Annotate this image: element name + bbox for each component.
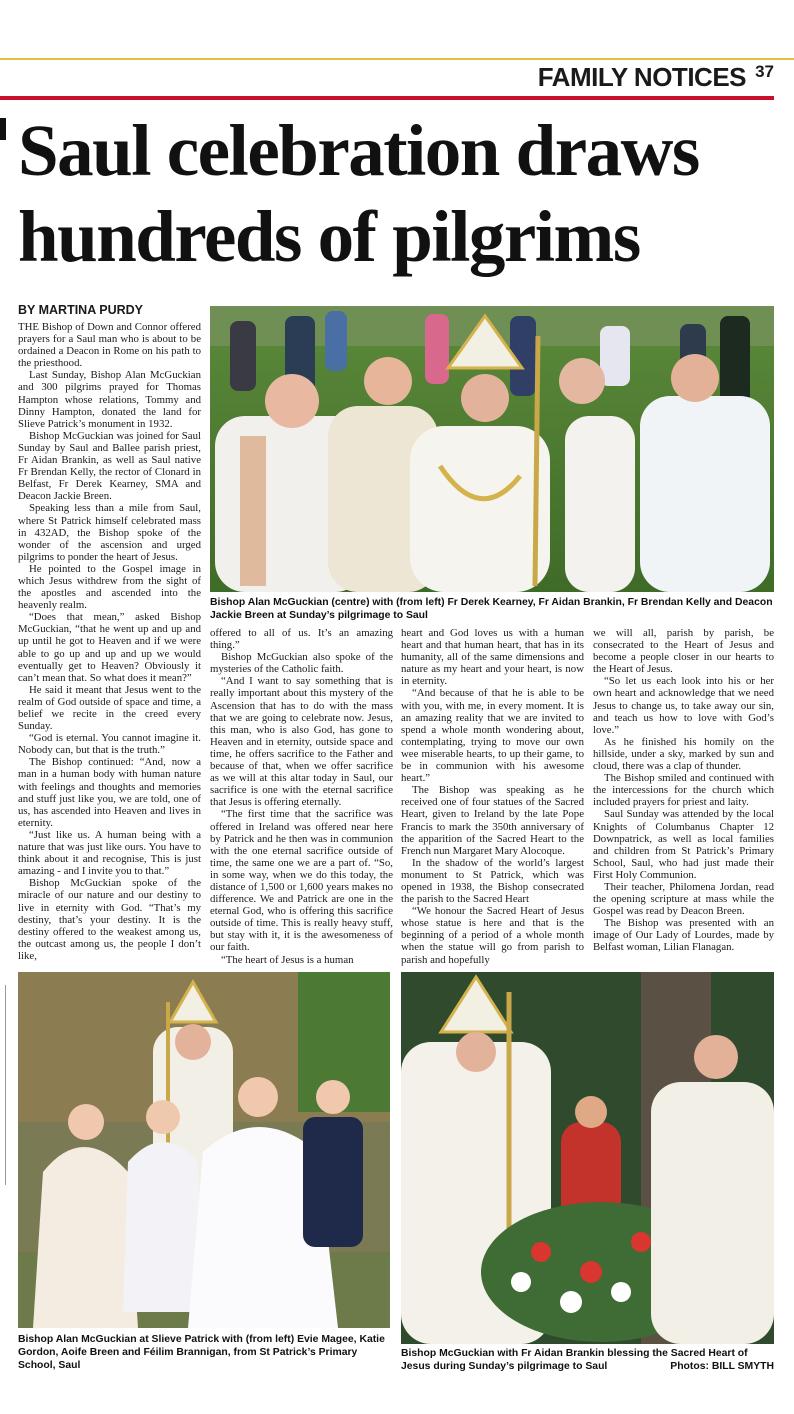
- paragraph: Bishop McGuckian spoke of the miracle of our nature and our destiny to live in eternity with God. “That’s my destiny, that’s your destiny. It is the destiny offered to the weakest among us, the outcast among us, the people I don’t like,: [18, 877, 201, 962]
- paragraph: As he finished his homily on the hillside, under a sky, marked by sun and cloud, there was a clap of thunder.: [593, 735, 774, 773]
- paragraph: Bishop McGuckian was joined for Saul Sunday by Saul and Ballee parish priest, Fr Aidan Brankin, as well as Saul native Fr Brendan Kelly, the rector of Clonard in Belfast, Fr Derek Kearney, SMA and Deacon Jackie Breen.: [18, 429, 201, 503]
- paragraph: “The heart of Jesus is a human: [221, 953, 354, 966]
- paragraph: “And I want to say something that is really important about this mystery of the Ascension that has to do with the mass that we are going to celebrate now. Jesus, this man, who is also God, has gone to Heaven and in eternity, outside space and time, he offers sacrifice to the Father and because of that, when we offer sacrifice as we will at this altar today in Saul, our sacrifice is one with the eternal sacrifice that Jesus is offering eternally.: [210, 675, 393, 809]
- paragraph: The Bishop was speaking as he received one of four statues of the Sacred Heart, given to Ireland by the late Pope Francis to mark the 350th anniversary of the apparition of the Sacred Heart to the French nun Margaret Mary Alocoque.: [401, 784, 584, 857]
- page-number: 37: [755, 62, 774, 81]
- top-gold-rule: [0, 58, 794, 60]
- byline: BY MARTINA PURDY: [18, 303, 144, 317]
- paragraph: “Just like us. A human being with a nature that was just like ours. You have to think about it and recognise, This is just amazing - and I invite you to that.”: [18, 828, 201, 878]
- paragraph: “God is eternal. You cannot imagine it. Nobody can, but that is the truth.”: [18, 732, 201, 757]
- paragraph: “Does that mean,” asked Bishop McGuckian, “that he went up and up and up until he got to Heaven and if we were able to go up and up and up we would eventually get to Heaven? Obviously it can’t mean that. So what does it mean?”: [18, 611, 201, 684]
- paragraph: Last Sunday, Bishop Alan McGuckian and 300 pilgrims prayed for Thomas Hampton whose relations, Tommy and Dinny Hampton, donated the land for Slieve Patrick’s monument in 1932.: [18, 369, 201, 430]
- bottom-right-photo-caption: [401, 1347, 774, 1373]
- paragraph: In the shadow of the world’s largest monument to St Patrick, which was opened in 1938, the Bishop consecrated the parish to the Sacred Heart: [401, 856, 584, 906]
- paragraph: The Bishop continued: “And, now a man in a human body with human nature with feelings and thoughts and memories and stuff just like you, we are told, one of us, has ascended into Heaven and lives in eternity.: [18, 756, 201, 829]
- communion-children-photo: [18, 972, 390, 1328]
- paragraph: He pointed to the Gospel image in which Jesus withdrew from the sight of the apostles and ascended into the heavenly realm.: [18, 562, 201, 612]
- paragraph: heart and God loves us with a human heart and that human heart, that has in its humanity, all of the same dimensions and nature as my heart and your heart, is now in eternity.: [401, 627, 584, 688]
- top-photo-caption: Bishop Alan McGuckian (centre) with (from left) Fr Derek Kearney, Fr Aidan Brankin, Fr Brendan Kelly and Deacon Jackie Breen at Sunday’s pilgrimage to Saul: [210, 597, 773, 621]
- paragraph: offered to all of us. It’s an amazing thing.”: [210, 627, 393, 652]
- paragraph: Saul Sunday was attended by the local Knights of Columbanus Chapter 12 Downpatrick, as well as local families and children from St Patrick’s Primary School, Saul, who had just made their First Holy Communion.: [593, 808, 774, 881]
- sacred-heart-blessing-photo: [401, 972, 774, 1344]
- photo-credit: Photos: BILL SMYTH: [670, 1361, 774, 1372]
- paragraph: “So let us each look into his or her own heart and acknowledge that we need Jesus to change us, to take away our sin, and teach us how to love with God’s love.”: [593, 675, 774, 736]
- paragraph: “And because of that he is able to be with you, with me, in every moment. It is an amazing reality that we are invited to spend a whole month wondering about, contemplating, trying to move our own wee miserable hearts, to up their game, to be in communion with his awesome heart.”: [401, 687, 584, 785]
- section-title: FAMILY NOTICES: [537, 62, 746, 92]
- paragraph: The Bishop smiled and continued with the intercessions for the church which included prayers for priest and laity.: [593, 772, 774, 809]
- paragraph: Bishop McGuckian also spoke of the mysteries of the Catholic faith.: [210, 651, 393, 676]
- paragraph: Their teacher, Philomena Jordan, read the opening scripture at mass while the Gospel was read by Deacon Breen.: [593, 880, 774, 918]
- bottom-left-photo-caption: Bishop Alan McGuckian at Slieve Patrick with (from left) Evie Magee, Katie Gordon, Aoife Breen and Féilim Brannigan, from St Patrick’s Primary School, Saul: [18, 1334, 385, 1371]
- paragraph: “We honour the Sacred Heart of Jesus whose statue is here and that is the beginning of a period of a whole month when the statue will go from parish to parish and hopefully: [401, 905, 584, 966]
- caption-text: Bishop McGuckian with Fr Aidan Brankin blessing the Sacred Heart of Jesus during Sunday’s pilgrimage to Saul: [401, 1348, 748, 1372]
- paragraph: THE Bishop of Down and Connor offered prayers for a Saul man who is about to be ordained a Deacon in Rome on his path to the priesthood.: [18, 321, 201, 370]
- paragraph: He said it meant that Jesus went to the realm of God outside of space and time, a belief we recite in the creed every Sunday.: [18, 683, 201, 733]
- article-column-1: [18, 321, 201, 962]
- paragraph: Speaking less than a mile from Saul, where St Patrick himself celebrated mass in 432AD, the Bishop spoke of the wonder of the ascension and urged pilgrims to ponder the heart of Jesus.: [18, 502, 201, 563]
- paragraph: The Bishop was presented with an image of Our Lady of Lourdes, made by Belfast woman, Lilian Flanagan.: [593, 917, 774, 954]
- article-column-3: [401, 627, 584, 966]
- paragraph: we will all, parish by parish, be consecrated to the Heart of Jesus and become a people closer in our hearts to the Heart of Jesus.: [593, 627, 774, 676]
- clergy-group-photo: [210, 306, 774, 592]
- left-margin-bar: [0, 118, 6, 140]
- left-margin-bar: [0, 985, 6, 1185]
- section-red-rule: [0, 96, 774, 100]
- article-column-4: [593, 627, 774, 954]
- headline: Saul celebration draws hundreds of pilgrims: [18, 110, 699, 277]
- article-column-2: [210, 627, 393, 966]
- paragraph: “The first time that the sacrifice was offered in Ireland was offered near here by Patrick and he then was in communion with the one eternal sacrifice outside of time, the same one we are a part of. “So, in some way, when we do this today, the distance of 1,500 or 1,600 years makes no difference. We and Patrick are one in the eternal God, who is offering this sacrifice outside of time. This is really heavy stuff, but stay with it, it is the awesomeness of our faith.: [210, 808, 393, 954]
